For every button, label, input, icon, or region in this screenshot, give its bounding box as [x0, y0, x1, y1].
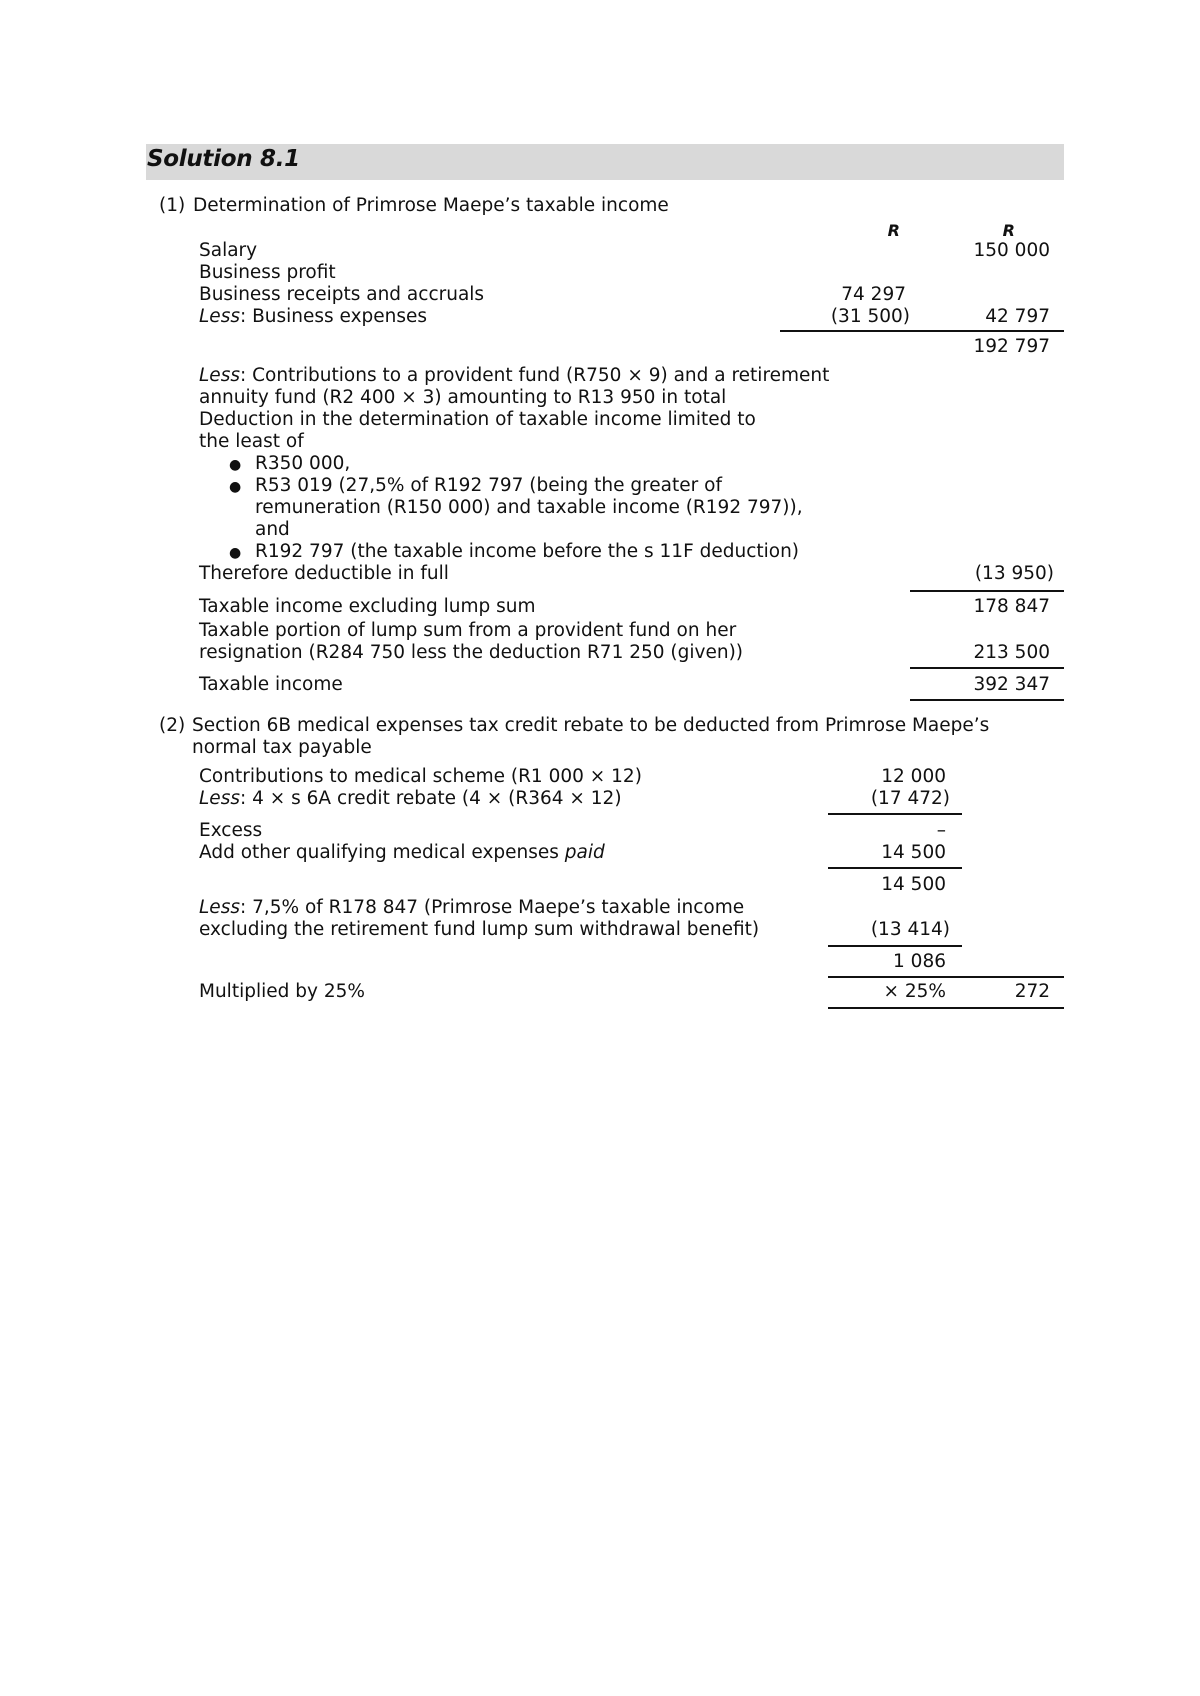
rule-pct	[828, 945, 962, 947]
bullet-icon: ●	[229, 457, 242, 473]
expenses-text: : Business expenses	[239, 306, 428, 327]
excl-lump-amount: 178 847	[973, 596, 1050, 617]
rule-rebate	[828, 813, 962, 815]
less-prefix: Less	[199, 306, 240, 327]
expenses-amount: (31 500)	[830, 306, 910, 327]
bullet-item-1: R350 000,	[255, 453, 351, 474]
net-business-amount: 42 797	[985, 306, 1050, 327]
taxable-income-amount: 392 347	[973, 674, 1050, 695]
rebate-result-amount: 272	[1014, 981, 1050, 1002]
bullet-item-2-cont: and	[255, 519, 290, 540]
excess-amount: –	[936, 820, 946, 841]
business-profit-label: Business profit	[199, 262, 336, 283]
medical-sum-amount: 14 500	[881, 874, 946, 895]
other-medical-amount: 14 500	[881, 842, 946, 863]
multiplied-label: Multiplied by 25%	[199, 981, 365, 1002]
rule-total	[910, 699, 1064, 701]
deduction-line-1: Deduction in the determination of taxable income limited to	[199, 409, 756, 430]
pct-line-2: excluding the retirement fund lump sum withdrawal benefit)	[199, 919, 760, 940]
other-medical-text: Add other qualifying medical expenses	[199, 842, 565, 863]
other-medical-label	[199, 842, 605, 864]
pct-amount: (13 414)	[870, 919, 950, 940]
deductible-label: Therefore deductible in full	[199, 563, 449, 584]
other-medical-italic: paid	[564, 842, 605, 863]
rebate-text: : 4 × s 6A credit rebate (4 × (R364 × 12)	[239, 788, 622, 809]
rule-net	[828, 976, 1064, 978]
subtotal-amount: 192 797	[973, 336, 1050, 357]
bullet-icon: ●	[229, 479, 242, 495]
pct-line-1	[199, 897, 744, 919]
expenses-label	[199, 306, 427, 328]
rebate-amount: (17 472)	[870, 788, 950, 809]
lump-line-2: resignation (R284 750 less the deduction R71 250 (given))	[199, 642, 743, 663]
medical-contrib-label: Contributions to medical scheme (R1 000 × 12)	[199, 766, 642, 787]
contrib-line-2: annuity fund (R2 400 × 3) amounting to R13 950 in total	[199, 387, 727, 408]
less-prefix: Less	[199, 897, 240, 918]
rule-final	[828, 1007, 1064, 1009]
part2-title-line-2: normal tax payable	[192, 737, 372, 758]
col-header-2: R	[1002, 221, 1015, 240]
taxable-income-label: Taxable income	[199, 674, 343, 695]
part1-title: Determination of Primrose Maepe’s taxable income	[193, 195, 669, 216]
bullet-icon: ●	[229, 545, 242, 561]
deduction-line-2: the least of	[199, 431, 304, 452]
less-prefix: Less	[199, 788, 240, 809]
receipts-label: Business receipts and accruals	[199, 284, 485, 305]
multiplier-amount: × 25%	[883, 981, 946, 1002]
bullet-item-2-cont: remuneration (R150 000) and taxable income (R192 797)),	[255, 497, 803, 518]
rule-deductible	[910, 590, 1064, 592]
deductible-amount: (13 950)	[974, 563, 1054, 584]
rule-other	[828, 867, 962, 869]
excess-label: Excess	[199, 820, 263, 841]
bullet-item-2: R53 019 (27,5% of R192 797 (being the greater of	[255, 475, 722, 496]
net-medical-amount: 1 086	[893, 951, 946, 972]
rule-business	[780, 330, 1064, 332]
col-header-1: R	[887, 221, 900, 240]
contrib-text: : Contributions to a provident fund (R750 × 9) and a retirement	[239, 365, 830, 386]
receipts-amount: 74 297	[841, 284, 906, 305]
page-title: Solution 8.1	[147, 146, 300, 172]
lump-amount: 213 500	[973, 642, 1050, 663]
medical-contrib-amount: 12 000	[881, 766, 946, 787]
pct-text: : 7,5% of R178 847 (Primrose Maepe’s taxable income	[239, 897, 745, 918]
bullet-item-3: R192 797 (the taxable income before the s 11F deduction)	[255, 541, 800, 562]
contrib-line-1	[199, 365, 829, 387]
part1-number: (1)	[159, 195, 186, 216]
excl-lump-label: Taxable income excluding lump sum	[199, 596, 536, 617]
salary-amount: 150 000	[973, 240, 1050, 261]
less-prefix: Less	[199, 365, 240, 386]
rebate-label	[199, 788, 622, 810]
part2-number: (2)	[159, 715, 186, 736]
rule-lump	[910, 667, 1064, 669]
lump-line-1: Taxable portion of lump sum from a provident fund on her	[199, 620, 737, 641]
part2-title-line-1: Section 6B medical expenses tax credit rebate to be deducted from Primrose Maepe’s	[192, 715, 990, 736]
salary-label: Salary	[199, 240, 258, 261]
